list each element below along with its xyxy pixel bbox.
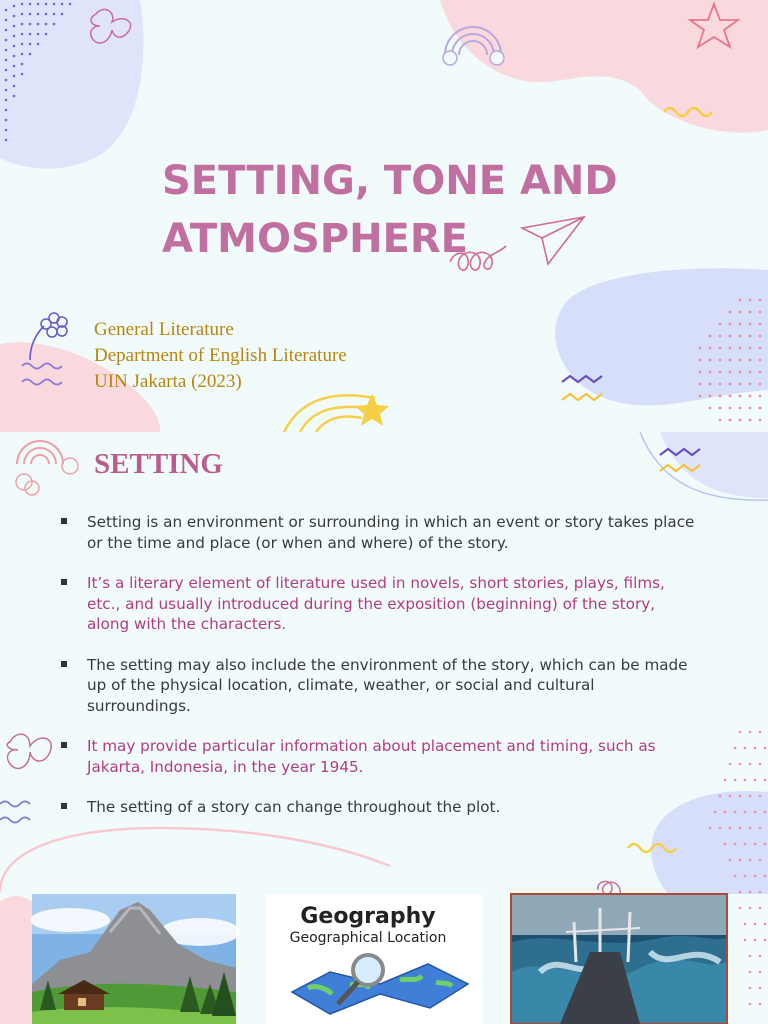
- square-bullet-icon: [61, 742, 67, 748]
- butterfly-icon-left: [7, 734, 51, 768]
- slide-subtitle: [94, 317, 347, 395]
- bullet-item: [60, 655, 700, 717]
- stormy-sea-ship-image: [511, 894, 727, 1024]
- square-bullet-icon: [61, 661, 67, 667]
- bullet-text: The setting may also include the environment of the story, which can be made up of the physical location, climate, weather, or social and cultural surroundings.: [87, 655, 688, 715]
- square-bullet-icon: [61, 803, 67, 809]
- bullet-item: [60, 512, 700, 553]
- square-bullet-icon: [61, 579, 67, 585]
- bullet-item: [60, 573, 700, 635]
- setting-slide: [0, 432, 768, 1024]
- subtitle-department: Department of English Literature: [94, 345, 347, 366]
- shooting-star-trail: [284, 395, 375, 432]
- mountain-landscape-image: [30, 894, 240, 1024]
- bullet-item: [60, 736, 700, 777]
- star-icon: [355, 394, 389, 426]
- subtitle-course: General Literature: [94, 319, 234, 340]
- section-heading: SETTING: [94, 448, 223, 480]
- bullet-text: It’s a literary element of literature used in novels, short stories, plays, films, etc., and usually introduced during the exposition (beginning) of the story, along with the characters.: [87, 574, 665, 633]
- magnifier-icon: [353, 955, 383, 985]
- geography-subheading: Geographical Location: [289, 930, 447, 946]
- bullet-text: It may provide particular information about placement and timing, such as Jakarta, Indonesia, in the year 1945.: [87, 737, 656, 776]
- pink-arc: [0, 828, 390, 892]
- slide-title: SETTING, TONE AND ATMOSPHERE: [162, 158, 618, 262]
- blue-blob-right: [555, 268, 768, 405]
- bullet-item: [60, 797, 700, 818]
- subtitle-institution: UIN Jakarta (2023): [94, 371, 242, 392]
- bullet-text: The setting of a story can change throughout the plot.: [87, 798, 501, 816]
- yellow-zigzag: [562, 394, 602, 400]
- setting-bullet-list: [60, 512, 700, 838]
- bullet-text: Setting is an environment or surrounding in which an event or story takes place or the time and place (or when and where) of the story.: [87, 513, 695, 552]
- geography-heading: Geography: [300, 904, 436, 929]
- square-bullet-icon: [61, 518, 67, 524]
- title-slide: [0, 0, 768, 432]
